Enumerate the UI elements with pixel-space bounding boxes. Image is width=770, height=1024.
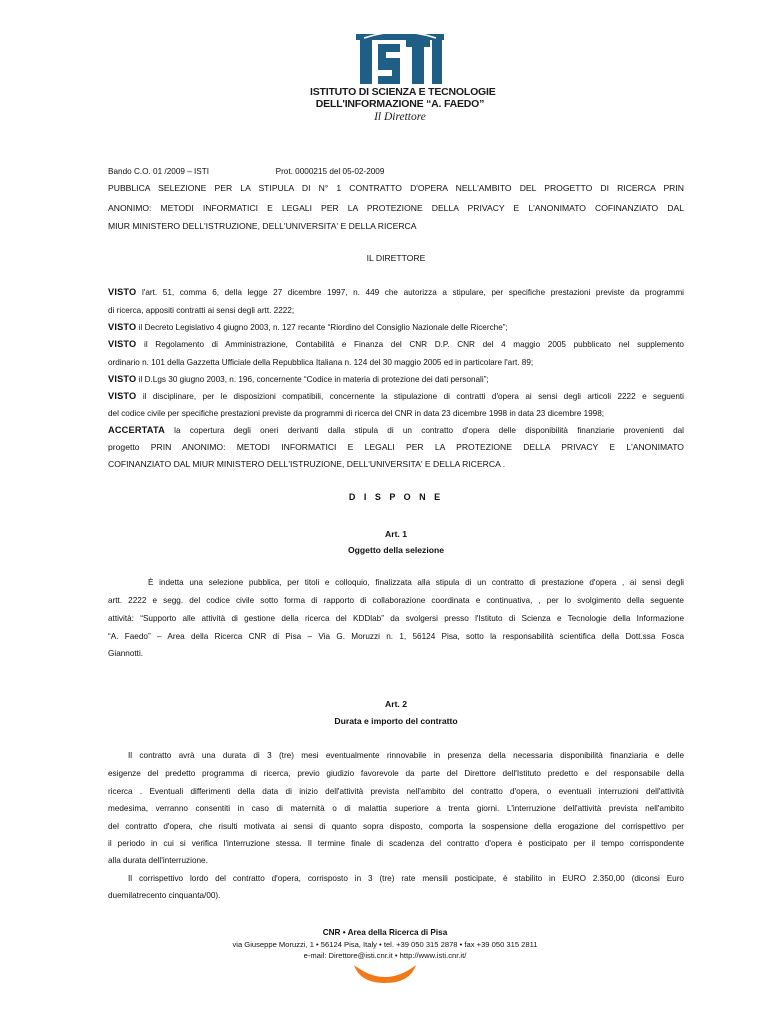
art2-line-9: duemilatrecento cinquanta/00).: [108, 891, 221, 900]
isti-logo: [354, 30, 446, 86]
visto-5-line-2: del codice civile per specifiche prestazioni previste da programmi di ricerca del CNR in data 23 dicembre 1998 in data 23 dicembre 1998;: [108, 409, 605, 418]
accertata-keyword: ACCERTATA: [108, 425, 165, 435]
logo-text: ISTI: [400, 64, 402, 65]
accertata-line-2: progetto PRIN ANONIMO: METODI INFORMATICI E LEGALI PER LA PROTEZIONE DELLA PRIVACY E L'ANONIMATO: [108, 442, 684, 452]
institute-name-line1: ISTITUTO DI SCIENZA E TECNOLOGIE: [310, 86, 496, 98]
art2-line-8: Il corrispettivo lordo del contratto d'opera, corrisposto in 3 (tre) rate mensili posticipate, è stabilito in EURO 2.350,00 (diconsi Euro: [128, 874, 684, 883]
art1-line-2: artt. 2222 e segg. del codice civile sotto forma di rapporto di collaborazione coordinata e continuativa, , per lo svolgimento della seguente: [108, 596, 684, 605]
visto-keyword: VISTO: [108, 339, 137, 349]
visto-1-line-2: di ricerca, appositi contratti ai sensi degli artt. 2222;: [108, 306, 295, 315]
il-direttore-heading: IL DIRETTORE: [366, 253, 426, 263]
bando-prot: Prot. 0000215 del 05-02-2009: [275, 167, 385, 176]
art1-line-3: attività: “Supporto alle attività di gestione della ricerca del KDDlab” da svolgersi presso l'Istituto di Scienza e Tecnologie della Informazione: [108, 614, 684, 623]
visto-1-line-1: [108, 287, 684, 298]
art2-line-5: del contratto d'opera, che risulti motivata ai sensi di quanto sopra disposto, comporta la sospensione della erogazione del corrispettivo per: [108, 822, 684, 831]
footer-area-name: CNR • Area della Ricerca di Pisa: [322, 928, 448, 937]
visto-3-line-1: [108, 339, 684, 350]
visto-keyword: VISTO: [108, 374, 137, 384]
visto-text: il Regolamento di Amministrazione, Contabilità e Finanza del CNR D.P. CNR del 4 maggio 2005 pubblicato nel supplemento: [144, 340, 684, 349]
title-line-3: MIUR MINISTERO DELL'ISTRUZIONE, DELL'UNIVERSITA' E DELLA RICERCA: [108, 221, 417, 231]
art1-title: Oggetto della selezione: [348, 545, 444, 555]
institute-name-line2: DELL'INFORMAZIONE “A. FAEDO”: [315, 98, 485, 110]
visto-text: l'art. 51, comma 6, della legge 27 dicembre 1997, n. 449 che autorizza a stipulare, per specifiche prestazioni previste da programmi: [142, 288, 684, 297]
footer-contacts: e-mail: Direttore@isti.cnr.it • http://www.isti.cnr.it/: [303, 951, 467, 960]
visto-5-line-1: [108, 391, 684, 402]
bando-code: Bando C.O. 01 /2009 – ISTI: [108, 167, 210, 176]
accertata-line-3: COFINANZIATO DAL MIUR MINISTERO DELL'ISTRUZIONE, DELL'UNIVERSITA' E DELLA RICERCA .: [108, 459, 506, 469]
visto-keyword: VISTO: [108, 287, 137, 297]
title-line-2: ANONIMO: METODI INFORMATICI E LEGALI PER LA PROTEZIONE DELLA PRIVACY E L'ANONIMATO COFINANZIATO DAL: [108, 203, 684, 213]
art2-line-3: ricerca . Eventuali differimenti della data di inizio dell'attività prevista nell'ambito del contratto d'opera, o eventuali interruzioni dell'attività: [108, 787, 684, 796]
art2-title: Durata e importo del contratto: [334, 716, 458, 726]
visto-4: [108, 374, 684, 385]
art1-number: Art. 1: [385, 529, 407, 539]
footer-address: via Giuseppe Moruzzi, 1 • 56124 Pisa, Italy • tel. +39 050 315 2878 • fax +39 050 315 2811: [232, 940, 538, 949]
dispone-heading: D I S P O N E: [348, 492, 444, 502]
art2-number: Art. 2: [385, 699, 407, 709]
accertata-line-1: [108, 425, 684, 436]
title-line-1: PUBBLICA SELEZIONE PER LA STIPULA DI N° 1 CONTRATTO D'OPERA NELL'AMBITO DEL PROGETTO DI RICERCA PRIN: [108, 183, 684, 193]
visto-2: [108, 322, 684, 333]
art2-line-4: medesima, verranno consentiti in caso di maternità o di malattia superiore a trenta giorni. L'interruzione dell'attività prevista nell'ambito: [108, 804, 684, 813]
art2-line-6: il periodo in cui si verifica l'interruzione stessa. Il termine finale di scadenza del contratto d'opera è posticipato per il tempo corrispondente: [108, 839, 684, 848]
art2-line-7: alla durata dell'interruzione.: [108, 856, 208, 865]
art2-line-2: esigenze del predetto programma di ricerca, previo giudizio favorevole da parte del Direttore dell'Istituto predetto e del responsabile della: [108, 769, 684, 778]
accertata-text: la copertura degli oneri derivanti dalla stipula di un contratto d'opera delle disponibilità finanziarie provenienti dal: [174, 426, 684, 435]
visto-3-line-2: ordinario n. 101 della Gazzetta Ufficiale della Repubblica Italiana n. 124 del 30 maggio 2005 ed in particolare l'art. 89;: [108, 358, 534, 367]
visto-text: il D.Lgs 30 giugno 2003, n. 196, concernente “Codice in materia di protezione dei dati personali”;: [138, 375, 489, 384]
footer-orange-mark: [350, 963, 420, 985]
visto-keyword: VISTO: [108, 391, 137, 401]
visto-text: il disciplinare, per le disposizioni compatibili, concernente la stipulazione di contratti d'opera ai sensi degli articoli 2222 e seguenti: [142, 392, 684, 401]
art2-line-1: Il contratto avrà una durata di 3 (tre) mesi eventualmente rinnovabile in presenza della necessaria disponibilità finanziaria e delle: [128, 751, 684, 760]
visto-text: il Decreto Legislativo 4 giugno 2003, n. 127 recante “Riordino del Consiglio Nazionale delle Ricerche”;: [138, 323, 508, 332]
header-logo-block: [310, 30, 496, 123]
art1-line-5: Giannotti.: [108, 649, 144, 658]
art1-line-4: “A. Faedo” – Area della Ricerca CNR di Pisa – Via G. Moruzzi n. 1, 56124 Pisa, sotto la responsabilità scientifica della Dott.ssa Fosca: [108, 632, 684, 641]
art1-line-1: È indetta una selezione pubblica, per titoli e colloquio, finalizzata alla stipula di un contratto di prestazione d'opera , ai sensi degli: [148, 578, 684, 587]
director-subtitle: Il Direttore: [374, 111, 426, 123]
bando-line: [108, 166, 684, 177]
visto-keyword: VISTO: [108, 322, 137, 332]
